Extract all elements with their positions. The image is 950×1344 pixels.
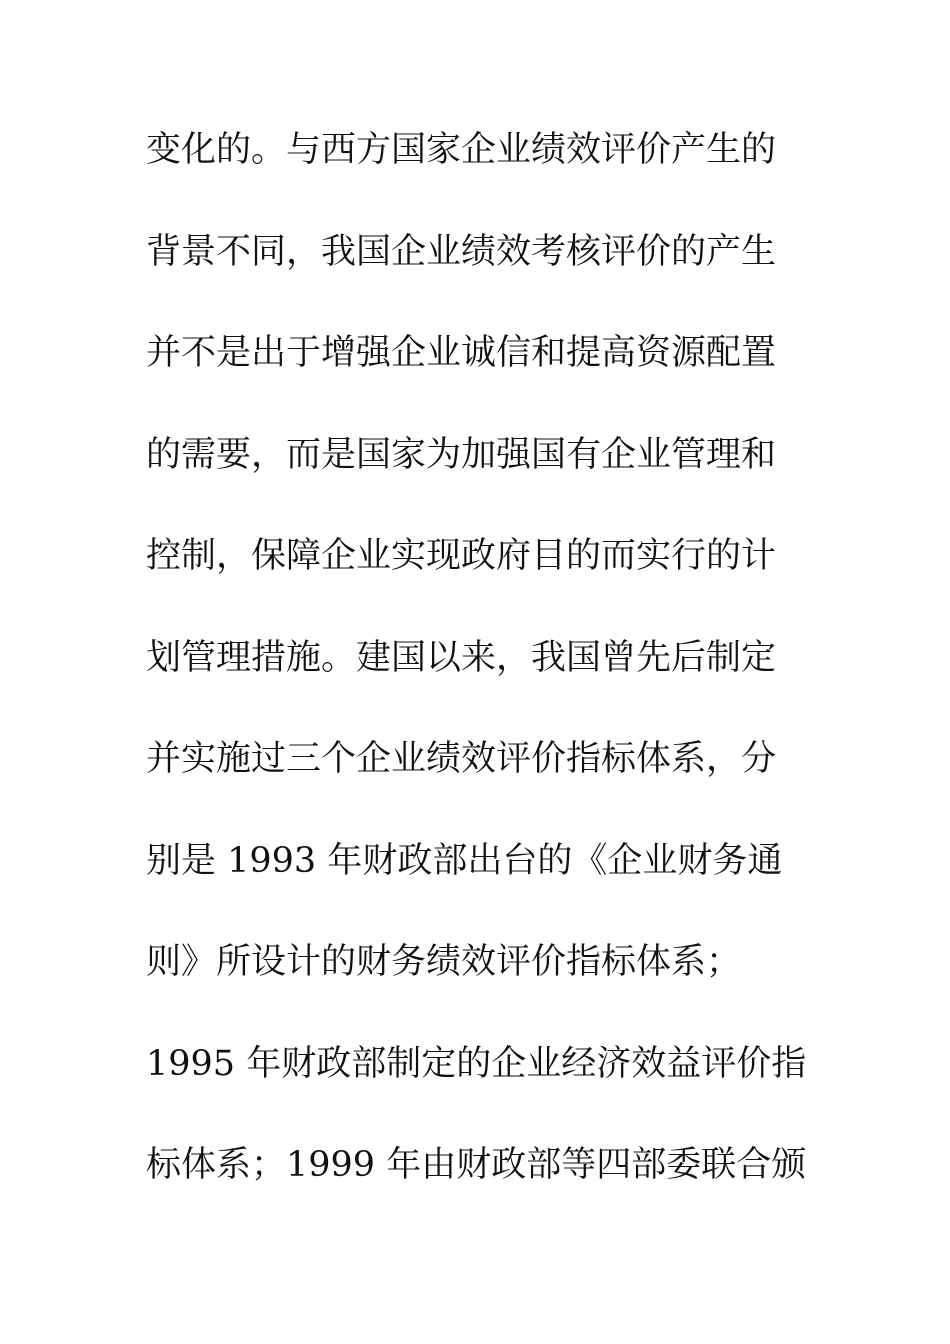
text-line: 别是 1993 年财政部出台的《企业财务通 (146, 840, 783, 881)
text-line: 1995 年财政部制定的企业经济效益评价指 (146, 1043, 807, 1084)
text-line: 背景不同，我国企业绩效考核评价的产生 (146, 231, 777, 272)
text-line: 变化的。与西方国家企业绩效评价产生的 (146, 130, 777, 170)
text-line: 划管理措施。建国以来，我国曾先后制定 (146, 637, 777, 678)
text-line: 控制，保障企业实现政府目的而实行的计 (146, 536, 777, 576)
text-line: 的需要，而是国家为加强国有企业管理和 (146, 434, 777, 475)
text-line: 标体系；1999 年由财政部等四部委联合颁 (146, 1145, 807, 1185)
text-line: 则》所设计的财务绩效评价指标体系； (146, 942, 742, 982)
body-text (146, 126, 806, 1243)
text-line: 并实施过三个企业绩效评价指标体系，分 (146, 739, 777, 779)
text-line: 并不是出于增强企业诚信和提高资源配置 (146, 333, 777, 373)
